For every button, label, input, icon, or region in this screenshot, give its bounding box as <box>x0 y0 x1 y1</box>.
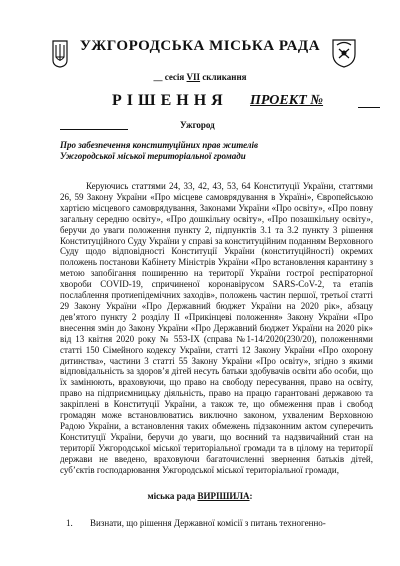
decision-header <box>0 92 400 112</box>
session-suffix: скликання <box>202 72 247 82</box>
session-line <box>0 72 400 82</box>
decision-title: РІШЕННЯ <box>112 92 228 109</box>
resolution-prefix: міська рада <box>147 491 196 501</box>
session-prefix: __ сесія <box>153 72 185 82</box>
project-number-blank <box>358 107 380 108</box>
resolution-heading <box>0 491 400 501</box>
city-emblem-icon <box>330 36 358 68</box>
item-text: Визнати, що рішення Державної комісії з питань техногенно- <box>90 518 326 528</box>
session-number: VII <box>186 72 201 82</box>
item-number: 1. <box>66 518 73 528</box>
resolution-word: ВИРІШИЛА <box>197 491 250 501</box>
council-name: УЖГОРОДСЬКА МІСЬКА РАДА <box>79 38 321 54</box>
resolution-colon: : <box>249 491 253 501</box>
resolution-item <box>60 518 373 529</box>
date-blank <box>60 129 128 130</box>
preamble-paragraph: Керуючись статтями 24, 33, 42, 43, 53, 64 Конституції України, статтями 26, 59 Закону України «Про місцеве самоврядування в Україні», Європейською хартією місцевого самоврядування, Законами України «Про освіту», «Про повну загальну середню освіту», «Про дошкільну освіту», «Про позашкільну освіту», беручи до уваги положення пункту 2, підпунктів 3.1 та 3.2 пункту 3 рішення Конституційного Суду України у справі за конституційним поданням Верховного Суду щодо відповідності Конституції України (конституційності) окремих положень постанови Кабінету Міністрів України «Про встановлення карантину з метою запобігання поширенню на території України гострої респіраторної хвороби COVID-19, спричиненої коронавірусом SARS-CoV-2, та етапів послаблення протиепідемічних заходів», положень частин першої, третьої статті 29 Закону України «Про Державний бюджет України на 2020 рік», абзацу дев’ятого пункту 2 розділу II «Прикінцеві положення» Закону України «Про внесення змін до Закону України «Про Державний бюджет України на 2020 рік» від 13 квітня 2020 року № 553-IX (справа №1-14/2020(230/20), положеннями статті 150 Сімейного кодексу України, статті 12 Закону України «Про охорону дитинства», частини 3 статті 55 Закону України «Про освіту», згідно з якими відповідальність за здоров’я дітей несуть батьки здобувачів освіти або особи, що їх замінюють, враховуючи, що право на свободу пересування, право на освіту, право на підприємницьку діяльність, право на працю гарантовані державою та закріплені в Конституції України, а також те, що обмеження прав і свобод громадян може встановлюватись виключно законом, ухваленим Верховною Радою України, а встановлення таких обмежень підзаконним актом суперечить Конституції України, беручи до уваги, що воєнний та надзвичайний стан на території Ужгородської міської територіальної громади та в цілому на території держави не введено, враховуючи багаточисленні звернення батьків дітей, суб’єктів господарювання Ужгородської міської територіальної громади, <box>60 181 373 475</box>
city-name: Ужгород <box>180 120 215 130</box>
decision-subject: Про забезпечення конституційних прав жителів Ужгородської міської територіальної громади <box>60 140 259 161</box>
project-label: ПРОЕКТ № <box>250 93 324 108</box>
